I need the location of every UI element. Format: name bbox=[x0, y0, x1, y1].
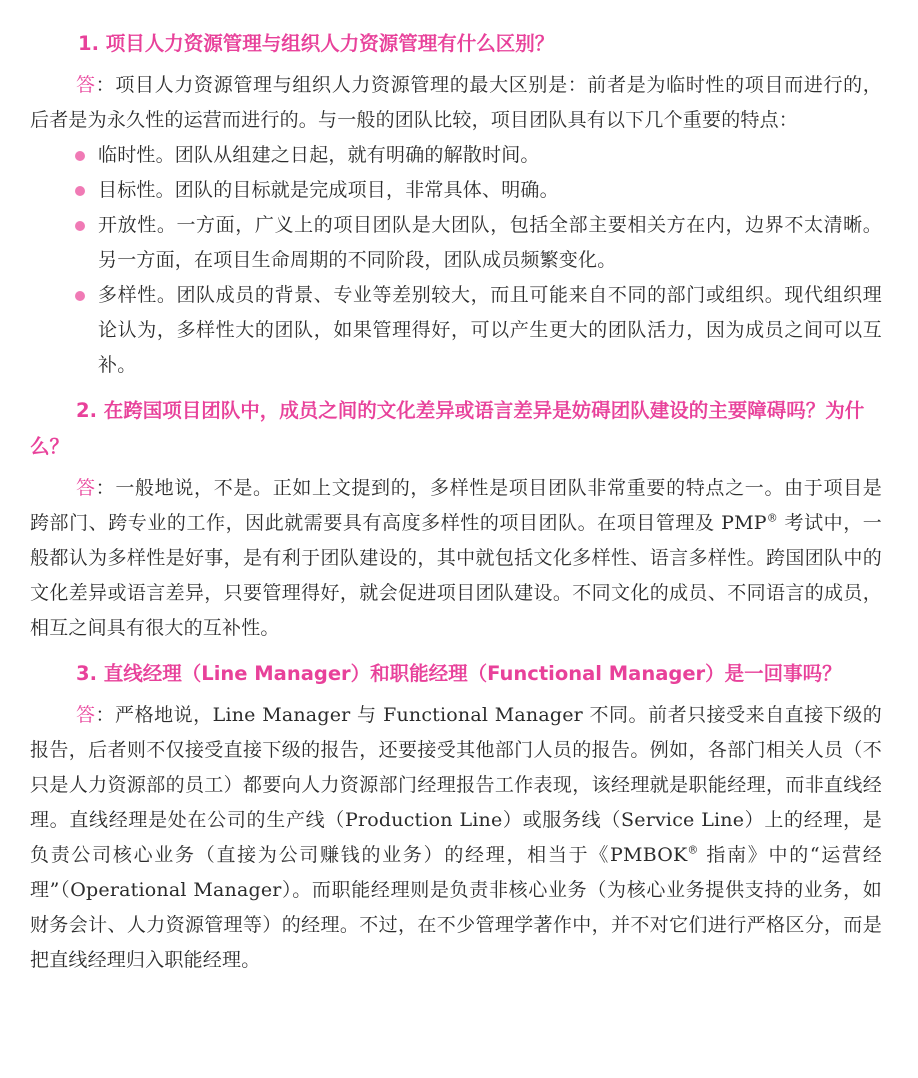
answer-1-text: ：项目人力资源管理与组织人力资源管理的最大区别是：前者是为临时性的项目而进行的，后者是为永久性的运营而进行的。与一般的团队比较，项目团队具有以下几个重要的特点： bbox=[30, 74, 882, 131]
answer-3-text-a: ：严格地说，Line Manager 与 Functional Manager 不同。前者只接受来自直接下级的报告，后者则不仅接受直接下级的报告，还要接受其他部门人员的报告。例如，各部门相关人员（不只是人力资源部的员工）都要向人力资源部门经理报告工作表现，该经理就是职能经理，而非直线经理。直线经理是处在公司的生产线（Production Line）或服务线（Service Line）上的经理，是负责公司核心业务（直接为公司赚钱的业务）的经理，相当于《PMBOK bbox=[30, 704, 883, 866]
registered-mark: ® bbox=[766, 511, 778, 525]
answer-label: 答 bbox=[76, 74, 96, 96]
bullet-dot-icon bbox=[75, 186, 85, 196]
list-item: 多样性。团队成员的背景、专业等差别较大，而且可能来自不同的部门或组织。现代组织理论认为，多样性大的团队，如果管理得好，可以产生更大的团队活力，因为成员之间可以互补。 bbox=[74, 278, 882, 383]
answer-label: 答 bbox=[76, 704, 96, 726]
answer-2-text-b: 考试中，一般都认为多样性是好事，是有利于团队建设的，其中就包括文化多样性、语言多样性。跨国团队中的文化差异或语言差异，只要管理得好，就会促进项目团队建设。不同文化的成员、不同语言的成员，相互之间具有很大的互补性。 bbox=[30, 512, 882, 639]
answer-label: 答 bbox=[76, 477, 96, 499]
question-1-title: 1. 项目人力资源管理与组织人力资源管理有什么区别？ bbox=[78, 32, 555, 55]
bullet-dot-icon bbox=[75, 291, 85, 301]
list-item: 开放性。一方面，广义上的项目团队是大团队，包括全部主要相关方在内，边界不太清晰。另一方面，在项目生命周期的不同阶段，团队成员频繁变化。 bbox=[74, 208, 882, 278]
bullet-dot-icon bbox=[75, 221, 85, 231]
team-traits-list bbox=[30, 138, 882, 383]
answer-2-paragraph bbox=[30, 471, 882, 646]
question-3-title: 3. 直线经理（Line Manager）和职能经理（Functional Manager）是一回事吗？ bbox=[76, 662, 842, 685]
answer-1-paragraph bbox=[30, 68, 882, 138]
question-2-title: 2. 在跨国项目团队中，成员之间的文化差异或语言差异是妨碍团队建设的主要障碍吗？为什么？ bbox=[30, 399, 865, 458]
answer-3-text-b: 指南》中的“运营经理”（Operational Manager）。而职能经理则是负责非核心业务（为核心业务提供支持的业务，如财务会计、人力资源管理等）的经理。不过，在不少管理学著作中，并不对它们进行严格区分，而是把直线经理归入职能经理。 bbox=[30, 844, 882, 971]
registered-mark: ® bbox=[687, 843, 699, 857]
list-item: 目标性。团队的目标就是完成项目，非常具体、明确。 bbox=[74, 173, 882, 208]
answer-3-paragraph bbox=[30, 698, 882, 978]
answer-2-text-a: ：一般地说，不是。正如上文提到的，多样性是项目团队非常重要的特点之一。由于项目是跨部门、跨专业的工作，因此就需要具有高度多样性的项目团队。在项目管理及 PMP bbox=[30, 477, 882, 534]
list-item: 临时性。团队从组建之日起，就有明确的解散时间。 bbox=[74, 138, 882, 173]
bullet-dot-icon bbox=[75, 151, 85, 161]
